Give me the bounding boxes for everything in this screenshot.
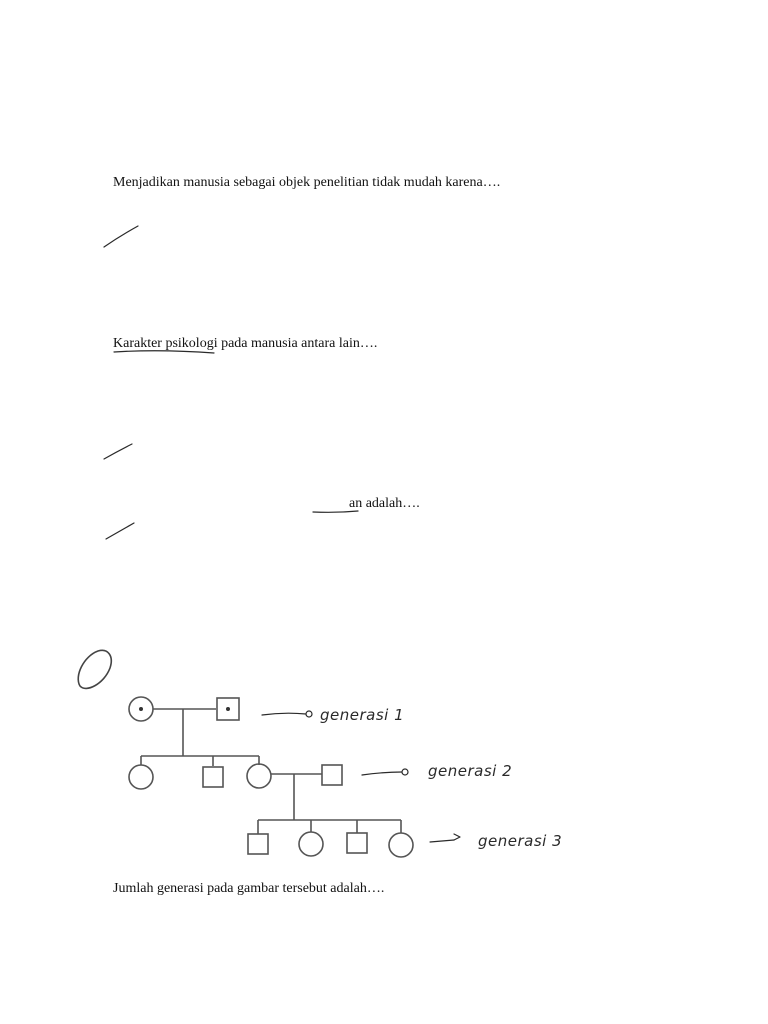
g2-male-spouse — [322, 765, 342, 785]
g3-male-1 — [248, 834, 268, 854]
generation-2-label: generasi 2 — [428, 762, 513, 780]
grandfather-carrier-dot — [226, 707, 230, 711]
g2-male-affected — [203, 767, 223, 787]
question-1-text: Menjadikan manusia sebagai objek penelitian tidak mudah karena…. — [113, 175, 501, 190]
g2-female-1 — [129, 765, 153, 789]
grandmother-carrier-dot — [139, 707, 143, 711]
g3-female-2 — [389, 833, 413, 857]
question-2-text: Karakter psikologi pada manusia antara lain…. — [113, 336, 378, 351]
question-4-text: Jumlah generasi pada gambar tersebut adalah…. — [113, 881, 385, 896]
g2-female-2 — [247, 764, 271, 788]
question-3-text: an adalah…. — [349, 496, 420, 511]
g3-female-affected — [299, 832, 323, 856]
generation-3-label: generasi 3 — [478, 832, 563, 850]
g3-male-2 — [347, 833, 367, 853]
generation-1-label: generasi 1 — [320, 706, 405, 724]
